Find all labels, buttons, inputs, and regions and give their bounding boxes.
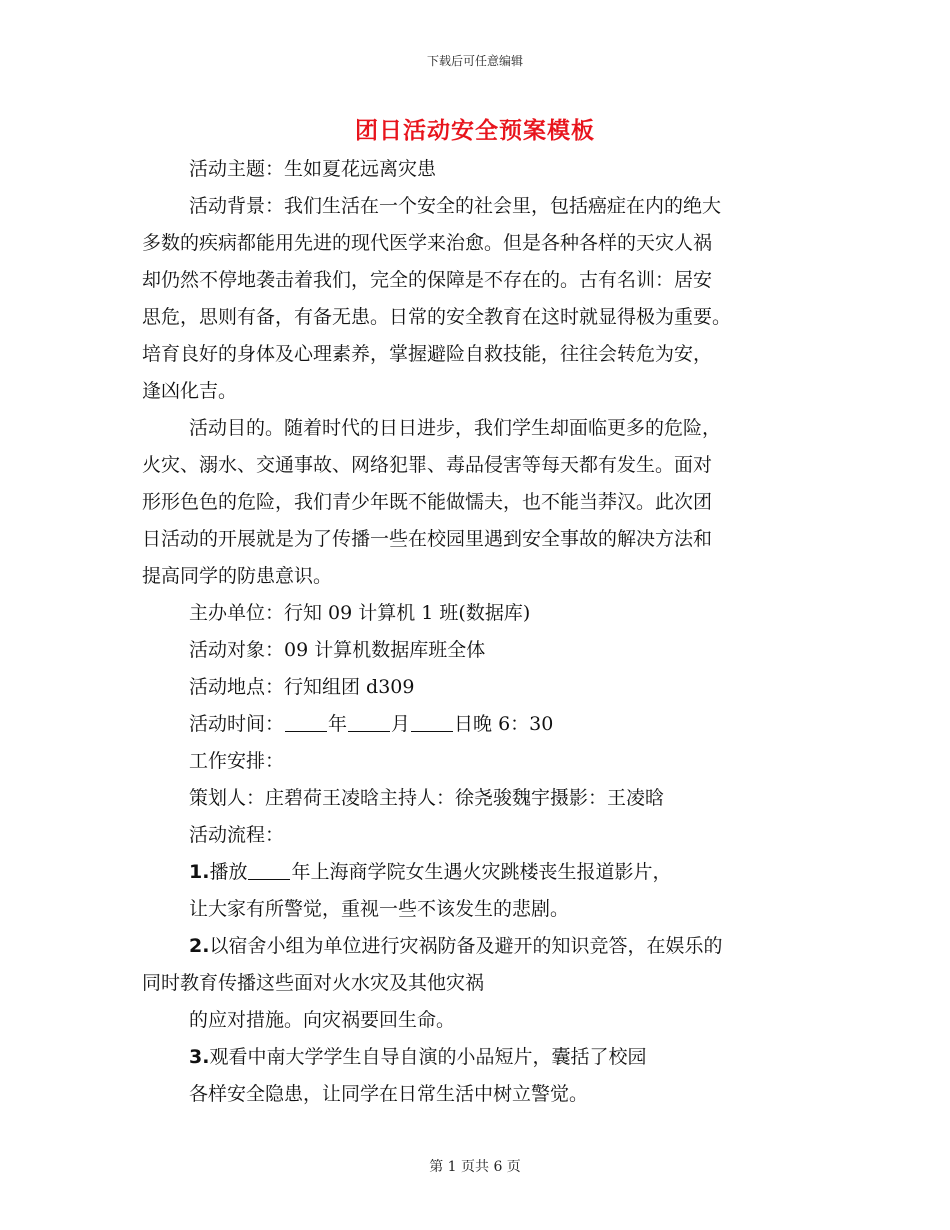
text-line: 活动背景：我们生活在一个安全的社会里，包括癌症在内的绝大: [189, 195, 722, 217]
step-text: 观看中南大学学生自导自演的小品短片，囊括了校园: [209, 1046, 647, 1068]
theme-paragraph: [142, 151, 812, 188]
work-label: 工作安排：: [189, 750, 285, 772]
theme-line: 活动主题：生如夏花远离灾患: [189, 158, 437, 180]
time-year: 年: [328, 713, 348, 735]
blank-underline: [348, 712, 390, 732]
text-line: 活动目的。随着时代的日日进步，我们学生却面临更多的危险，: [189, 417, 722, 439]
page-header: 下载后可任意编辑: [426, 54, 523, 68]
step-number: 2.: [189, 935, 210, 957]
document-title: 团日活动安全预案模板: [355, 117, 595, 144]
text-line: 日活动的开展就是为了传播一些在校园里遇到安全事故的解决方法和: [142, 528, 713, 550]
step-text: 以宿舍小组为单位进行灾祸防备及避开的知识竞答，在娱乐的: [209, 935, 723, 957]
text-line: 思危，思则有备，有备无患。日常的安全教育在这时就显得极为重要。: [142, 306, 732, 328]
blank-underline: [411, 712, 453, 732]
document-body: [142, 151, 812, 1113]
text-line: 火灾、溺水、交通事故、网络犯罪、毒品侵害等每天都有发生。面对: [142, 454, 713, 476]
text-line: 多数的疾病都能用先进的现代医学来治愈。但是各种各样的天灾人祸: [142, 232, 713, 254]
step-text: 播放: [209, 861, 248, 883]
step-text: 年上海商学院女生遇火灾跳楼丧生报道影片，: [291, 861, 672, 883]
text-line: 却仍然不停地袭击着我们，完全的保障是不存在的。古有名训：居安: [142, 269, 713, 291]
purpose-paragraph: [142, 410, 812, 595]
background-paragraph: [142, 188, 812, 410]
text-line: 培育良好的身体及心理素养，掌握避险自救技能，往往会转危为安，: [142, 343, 713, 365]
page-footer: 第 1 页共 6 页: [429, 1159, 521, 1175]
time-label: 活动时间：: [189, 713, 285, 735]
step-2-line: [142, 928, 812, 965]
audience-line: 活动对象：09 计算机数据库班全体: [189, 639, 486, 661]
step-2-continuation: 同时教育传播这些面对火水灾及其他灾祸: [142, 972, 485, 994]
text-line: 提高同学的防患意识。: [142, 565, 333, 587]
blank-underline: [248, 860, 290, 880]
flow-label: 活动流程：: [189, 824, 285, 846]
step-2-continuation: 的应对措施。向灾祸要回生命。: [189, 1009, 456, 1031]
staff-line: 策划人：庄碧荷王凌晗主持人：徐尧骏魏宇摄影：王凌晗: [189, 787, 665, 809]
step-3-line: [142, 1039, 812, 1076]
text-line: 逢凶化吉。: [142, 380, 238, 402]
step-number: 1.: [189, 861, 210, 883]
organizer-line: 主办单位：行知 09 计算机 1 班(数据库): [189, 602, 531, 624]
time-month: 月: [391, 713, 411, 735]
text-line: 形形色色的危险，我们青少年既不能做懦夫，也不能当莽汉。此次团: [142, 491, 713, 513]
step-1-continuation: 让大家有所警觉，重视一些不该发生的悲剧。: [189, 898, 570, 920]
time-day: 日晚 6：30: [454, 713, 554, 735]
step-number: 3.: [189, 1046, 210, 1068]
step-1-line: [142, 854, 812, 891]
location-line: 活动地点：行知组团 d309: [189, 676, 415, 698]
step-3-continuation: 各样安全隐患，让同学在日常生活中树立警觉。: [189, 1083, 589, 1105]
time-line: [142, 706, 812, 743]
blank-underline: [285, 712, 327, 732]
